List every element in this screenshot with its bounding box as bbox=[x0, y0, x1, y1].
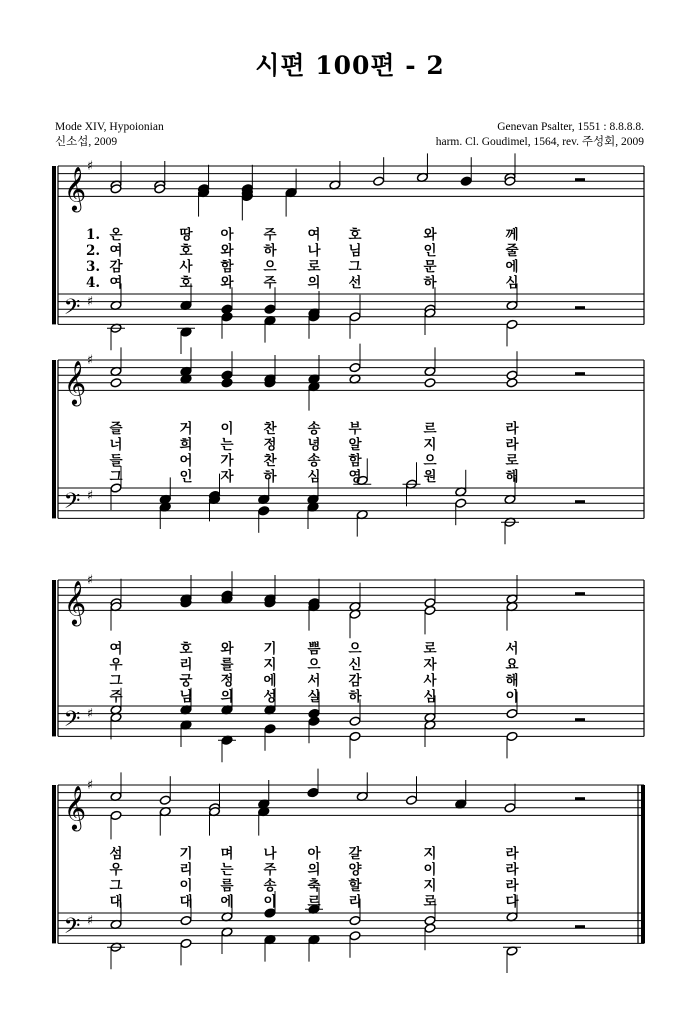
lyric-syllable: 와 bbox=[220, 243, 234, 260]
note-head bbox=[349, 731, 361, 741]
lyric-syllable: 인 bbox=[179, 469, 193, 486]
lyric-syllable: 온 bbox=[109, 227, 123, 244]
lyric-syllable: 함 bbox=[220, 259, 234, 276]
lyric-syllable: 알 bbox=[348, 437, 362, 454]
lyric-syllable: 정 bbox=[220, 673, 234, 690]
lyric-syllable: 정 bbox=[263, 437, 277, 454]
bass-clef-icon: 𝄢 bbox=[63, 706, 81, 737]
lyric-syllable: 으 bbox=[263, 259, 277, 276]
lyric-syllable: 섬 bbox=[109, 846, 123, 863]
note-head bbox=[349, 931, 361, 941]
verse-number: 1. bbox=[86, 227, 101, 244]
lyric-syllable: 름 bbox=[220, 878, 234, 895]
note-head bbox=[349, 916, 361, 926]
lyric-syllable: 지 bbox=[423, 846, 437, 863]
lyric-syllable: 이 bbox=[423, 862, 437, 879]
lyric-syllable: 이 bbox=[263, 894, 277, 911]
note-head bbox=[264, 304, 276, 314]
lyric-syllable: 와 bbox=[423, 227, 437, 244]
lyric-syllable: 그 bbox=[109, 878, 123, 895]
lyric-syllable: 줄 bbox=[505, 243, 519, 260]
lyric-syllable: 양 bbox=[348, 862, 362, 879]
lyric-syllable: 나 bbox=[263, 846, 277, 863]
lyric-syllable: 쁨 bbox=[307, 641, 321, 658]
lyric-syllable: 리 bbox=[348, 894, 362, 911]
lyric-syllable: 으 bbox=[423, 453, 437, 470]
note-head bbox=[424, 923, 436, 933]
note-head bbox=[349, 363, 361, 373]
lyric-syllable: 의 bbox=[220, 689, 234, 706]
sharp-icon: ♯ bbox=[86, 353, 94, 368]
lyric-syllable: 하 bbox=[348, 689, 362, 706]
note-head bbox=[258, 506, 270, 516]
lyric-syllable: 해 bbox=[505, 673, 519, 690]
lyric-syllable: 여 bbox=[307, 227, 321, 244]
sharp-icon: ♯ bbox=[86, 488, 94, 504]
harmonizer: harm. Cl. Goudimel, 1564, rev. 주성회, 2009 bbox=[435, 136, 644, 148]
lyric-syllable: 서 bbox=[505, 641, 519, 658]
final-barline-thick bbox=[641, 785, 645, 943]
note-head bbox=[308, 716, 320, 726]
lyric-syllable: 의 bbox=[307, 275, 321, 292]
verse-number: 3. bbox=[86, 259, 101, 276]
lyric-syllable: 심 bbox=[505, 275, 519, 292]
bass-clef-icon: 𝄢 bbox=[63, 488, 81, 519]
half-rest-icon bbox=[575, 797, 585, 800]
lyric-syllable: 기 bbox=[263, 641, 277, 658]
lyric-syllable: 우 bbox=[109, 657, 123, 674]
system-bracket bbox=[52, 785, 56, 943]
lyric-syllable: 로 bbox=[307, 259, 321, 276]
lyric-syllable: 에 bbox=[505, 259, 519, 276]
lyric-syllable: 르 bbox=[307, 894, 321, 911]
note-head bbox=[349, 716, 361, 726]
lyric-syllable: 서 bbox=[307, 673, 321, 690]
lyric-syllable: 르 bbox=[423, 421, 437, 438]
page-title: 시편 100편 - 2 bbox=[255, 51, 445, 80]
lyric-syllable: 대 bbox=[109, 894, 123, 911]
lyric-syllable: 로 bbox=[423, 641, 437, 658]
lyric-syllable: 주 bbox=[109, 689, 123, 706]
note-head bbox=[506, 709, 518, 719]
lyric-syllable: 할 bbox=[348, 878, 362, 895]
lyric-syllable: 주 bbox=[263, 862, 277, 879]
lyric-syllable: 님 bbox=[179, 689, 193, 706]
half-rest-icon bbox=[575, 178, 585, 181]
lyric-syllable: 이 bbox=[505, 689, 519, 706]
sharp-icon: ♯ bbox=[86, 573, 94, 588]
note-head bbox=[424, 605, 436, 615]
lyric-syllable: 여 bbox=[109, 275, 123, 292]
lyric-syllable: 하 bbox=[423, 275, 437, 292]
lyric-syllable: 송 bbox=[263, 878, 277, 895]
lyric-syllable: 님 bbox=[348, 243, 362, 260]
lyric-syllable: 하 bbox=[263, 243, 277, 260]
lyric-syllable: 심 bbox=[423, 689, 437, 706]
lyric-syllable: 기 bbox=[179, 846, 193, 863]
lyric-syllable: 인 bbox=[423, 243, 437, 260]
lyric-syllable: 에 bbox=[220, 894, 234, 911]
verse-number: 4. bbox=[86, 275, 101, 292]
lyric-syllable: 와 bbox=[220, 275, 234, 292]
lyric-syllable: 리 bbox=[179, 862, 193, 879]
lyric-syllable: 원 bbox=[423, 469, 437, 486]
lyric-syllable: 라 bbox=[505, 862, 519, 879]
lyric-syllable: 하 bbox=[263, 469, 277, 486]
lyric-syllable: 희 bbox=[179, 437, 193, 454]
note-head bbox=[506, 378, 518, 388]
treble-clef-icon: 𝄞 bbox=[63, 166, 87, 211]
lyric-syllable: 로 bbox=[505, 453, 519, 470]
treble-clef-icon: 𝄞 bbox=[63, 785, 87, 830]
lyric-syllable: 나 bbox=[307, 243, 321, 260]
system-bracket bbox=[52, 166, 56, 324]
note-head bbox=[506, 319, 518, 329]
lyric-syllable: 다 bbox=[505, 894, 519, 911]
note-head bbox=[180, 938, 192, 948]
lyric-syllable: 영 bbox=[348, 469, 362, 486]
lyric-syllable: 이 bbox=[220, 421, 234, 438]
lyric-syllable: 우 bbox=[109, 862, 123, 879]
note-head bbox=[110, 810, 122, 820]
lyric-syllable: 송 bbox=[307, 421, 321, 438]
lyric-syllable: 사 bbox=[179, 259, 193, 276]
lyric-syllable: 어 bbox=[179, 453, 193, 470]
note-head bbox=[349, 312, 361, 322]
lyric-syllable: 땅 bbox=[179, 227, 193, 244]
lyric-syllable: 감 bbox=[348, 673, 362, 690]
lyric-syllable: 축 bbox=[307, 878, 321, 895]
lyric-syllable: 너 bbox=[109, 437, 123, 454]
system-bracket bbox=[52, 580, 56, 736]
lyric-syllable: 와 bbox=[220, 641, 234, 658]
half-rest-icon bbox=[575, 592, 585, 595]
bass-clef-icon: 𝄢 bbox=[63, 913, 81, 944]
note-head bbox=[180, 916, 192, 926]
note-head bbox=[264, 724, 276, 734]
lyric-syllable: 들 bbox=[109, 453, 123, 470]
lyric-syllable: 부 bbox=[348, 421, 362, 438]
lyric-syllable: 라 bbox=[505, 437, 519, 454]
lyric-syllable: 심 bbox=[307, 469, 321, 486]
lyric-syllable: 지 bbox=[423, 878, 437, 895]
lyric-syllable: 라 bbox=[505, 846, 519, 863]
treble-clef-icon: 𝄞 bbox=[63, 360, 87, 405]
sharp-icon: ♯ bbox=[86, 778, 94, 793]
half-rest-icon bbox=[575, 718, 585, 721]
lyric-syllable: 거 bbox=[179, 421, 193, 438]
lyric-syllable: 라 bbox=[505, 421, 519, 438]
note-head bbox=[221, 378, 233, 388]
lyric-syllable: 녕 bbox=[307, 437, 321, 454]
lyric-syllable: 찬 bbox=[263, 421, 277, 438]
note-head bbox=[307, 788, 319, 798]
lyric-syllable: 에 bbox=[263, 673, 277, 690]
sharp-icon: ♯ bbox=[86, 913, 94, 929]
lyric-syllable: 호 bbox=[179, 641, 193, 658]
lyric-syllable: 그 bbox=[109, 673, 123, 690]
tune-source: Genevan Psalter, 1551 : 8.8.8.8. bbox=[497, 121, 644, 133]
system-bracket bbox=[52, 360, 56, 518]
lyric-syllable: 함 bbox=[348, 453, 362, 470]
lyric-syllable: 라 bbox=[505, 878, 519, 895]
half-rest-icon bbox=[575, 372, 585, 375]
lyric-syllable: 며 bbox=[220, 846, 234, 863]
lyric-syllable: 가 bbox=[220, 453, 234, 470]
lyric-syllable: 리 bbox=[179, 657, 193, 674]
note-head bbox=[221, 312, 233, 322]
lyric-syllable: 송 bbox=[307, 453, 321, 470]
lyric-syllable: 의 bbox=[307, 862, 321, 879]
lyric-syllable: 궁 bbox=[179, 673, 193, 690]
lyric-syllable: 으 bbox=[307, 657, 321, 674]
lyric-syllable: 찬 bbox=[263, 453, 277, 470]
sharp-icon: ♯ bbox=[86, 294, 94, 310]
lyric-syllable: 여 bbox=[109, 243, 123, 260]
lyric-syllable: 주 bbox=[263, 275, 277, 292]
lyric-syllable: 성 bbox=[263, 689, 277, 706]
lyric-syllable: 선 bbox=[348, 275, 362, 292]
lyric-syllable: 자 bbox=[220, 469, 234, 486]
lyric-syllable: 아 bbox=[307, 846, 321, 863]
lyric-syllable: 여 bbox=[109, 641, 123, 658]
lyric-syllable: 호 bbox=[348, 227, 362, 244]
lyric-syllable: 로 bbox=[423, 894, 437, 911]
lyric-syllable: 요 bbox=[505, 657, 519, 674]
lyric-syllable: 께 bbox=[505, 227, 519, 244]
lyric-syllable: 그 bbox=[348, 259, 362, 276]
lyric-syllable: 지 bbox=[423, 437, 437, 454]
half-rest-icon bbox=[575, 306, 585, 309]
note-head bbox=[424, 378, 436, 388]
verse-number: 2. bbox=[86, 243, 101, 260]
sharp-icon: ♯ bbox=[86, 159, 94, 174]
lyric-syllable: 해 bbox=[505, 469, 519, 486]
sharp-icon: ♯ bbox=[86, 706, 94, 722]
lyric-syllable: 실 bbox=[307, 689, 321, 706]
lyric-syllable: 를 bbox=[220, 657, 234, 674]
lyric-syllable: 자 bbox=[423, 657, 437, 674]
note-head bbox=[110, 378, 122, 388]
lyric-syllable: 호 bbox=[179, 243, 193, 260]
note-head bbox=[504, 803, 516, 813]
lyric-syllable: 는 bbox=[220, 437, 234, 454]
lyric-syllable: 즐 bbox=[109, 421, 123, 438]
half-rest-icon bbox=[575, 925, 585, 928]
lyric-syllable: 아 bbox=[220, 227, 234, 244]
lyric-syllable: 문 bbox=[423, 259, 437, 276]
note-head bbox=[406, 795, 418, 805]
half-rest-icon bbox=[575, 500, 585, 503]
lyric-syllable: 사 bbox=[423, 673, 437, 690]
lyric-syllable: 신 bbox=[348, 657, 362, 674]
treble-clef-icon: 𝄞 bbox=[63, 580, 87, 625]
lyric-syllable: 으 bbox=[348, 641, 362, 658]
note-head bbox=[373, 176, 385, 186]
mode-label: Mode XIV, Hypoionian bbox=[55, 121, 164, 133]
lyric-syllable: 지 bbox=[263, 657, 277, 674]
note-head bbox=[460, 176, 472, 186]
lyric-syllable: 주 bbox=[263, 227, 277, 244]
lyric-syllable: 대 bbox=[179, 894, 193, 911]
text-author: 신소섭, 2009 bbox=[55, 136, 118, 148]
bass-clef-icon: 𝄢 bbox=[63, 294, 81, 325]
note-head bbox=[455, 498, 467, 508]
note-head bbox=[159, 795, 171, 805]
lyric-syllable: 호 bbox=[179, 275, 193, 292]
lyric-syllable: 그 bbox=[109, 469, 123, 486]
lyric-syllable: 는 bbox=[220, 862, 234, 879]
note-head bbox=[506, 731, 518, 741]
lyric-syllable: 갈 bbox=[348, 846, 362, 863]
lyric-syllable: 감 bbox=[109, 259, 123, 276]
lyric-syllable: 이 bbox=[179, 878, 193, 895]
